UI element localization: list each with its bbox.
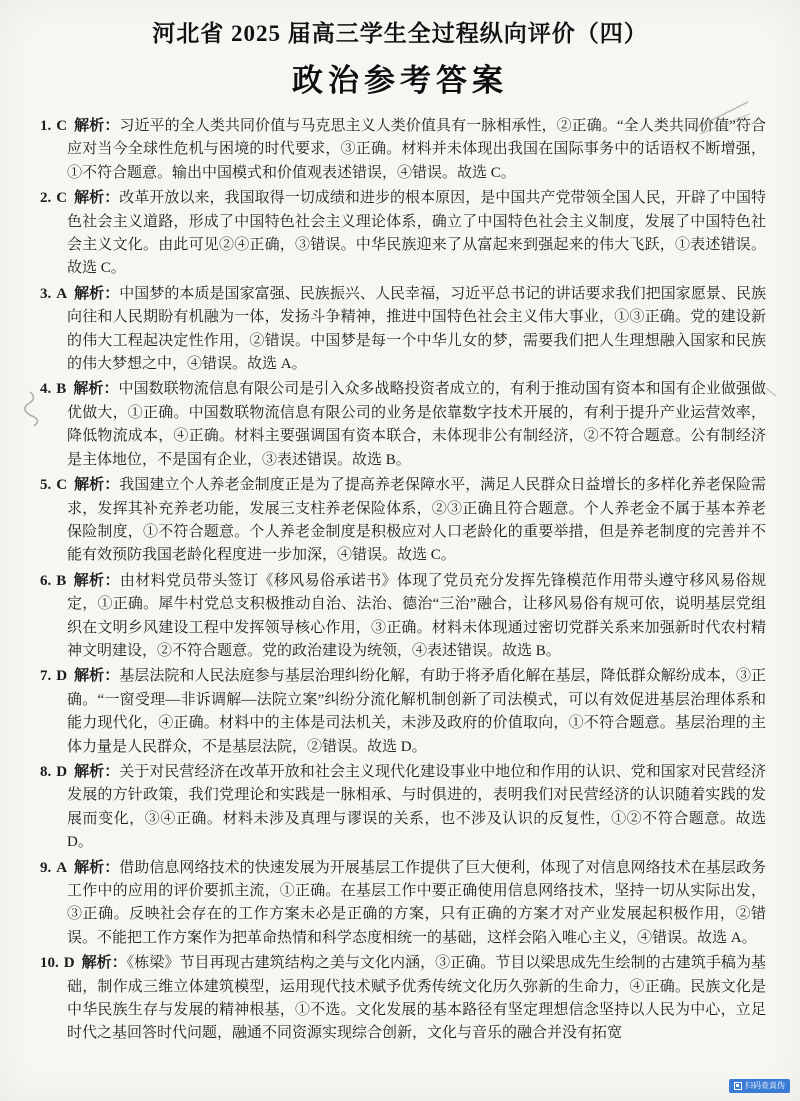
answer-item-4 <box>40 378 766 472</box>
analysis-label: 解析： <box>74 859 120 876</box>
analysis-text: 我国建立个人养老金制度正是为了提高养老保障水平，满足人民群众日益增长的多样化养老保险需求，发挥其补充养老功能，发展三支柱养老保险体系，②③正确且符合题意。个人养老金不属于基本养老保险制度，①不符合题意。个人养老金制度是积极应对人口老龄化的重要举措，但是养老制度的完善并不能有效预防我国老龄化程度进一步加深，④错误。故选 C。 <box>67 477 766 564</box>
analysis-label: 解析： <box>74 118 120 134</box>
answer-letter: B <box>56 381 67 398</box>
analysis-text: 习近平的全人类共同价值与马克思主义人类价值具有一脉相承性，②正确。“全人类共同价值”符合应对当今全球性危机与困境的时代要求，③正确。材料并未体现出我国在国际事务中的话语权不断增强，①不符合题意。输出中国模式和价值观表述错误，④错误。故选 C。 <box>67 118 766 181</box>
answer-item-10 <box>40 952 766 1046</box>
answer-letter: C <box>56 190 68 207</box>
analysis-label: 解析： <box>74 668 120 685</box>
answer-letter: B <box>56 572 67 589</box>
item-number: 1. <box>40 118 52 134</box>
analysis-label: 解析： <box>74 190 120 207</box>
answer-letter: A <box>56 285 68 302</box>
answer-letter: D <box>56 763 68 780</box>
analysis-label: 解析： <box>74 477 120 494</box>
stamp-text: 扫码查真伪 <box>745 1081 785 1090</box>
answer-letter: C <box>56 118 68 134</box>
answer-letter: D <box>63 955 75 972</box>
answer-item-1 <box>40 115 766 185</box>
item-number: 8. <box>40 763 52 780</box>
item-number: 9. <box>40 859 52 876</box>
pen-mark <box>766 388 776 396</box>
item-number: 6. <box>40 572 52 589</box>
analysis-text: 中国数联物流信息有限公司是引入众多战略投资者成立的，有利于推动国有资本和国有企业做强做优做大，①正确。中国数联物流信息有限公司的业务是依靠数字技术开展的，有利于提升产业运营效率，降低物流成本，④正确。材料主要强调国有资本联合，未体现非公有制经济，②不符合题意。公有制经济是主体地位，不是国有企业，③表述错误。故选 B。 <box>67 381 766 468</box>
answer-item-8 <box>40 761 766 855</box>
answer-list <box>40 115 766 1046</box>
analysis-label: 解析： <box>74 285 120 302</box>
item-number: 10. <box>40 955 59 972</box>
answer-letter: A <box>56 859 68 876</box>
item-number: 2. <box>40 190 52 207</box>
pen-mark <box>25 392 38 426</box>
analysis-label: 解析： <box>81 955 127 972</box>
stamp-badge <box>729 1079 790 1093</box>
analysis-text: 中国梦的本质是国家富强、民族振兴、人民幸福，习近平总书记的讲话要求我们把国家愿景、民族向往和人民期盼有机融为一体，发扬斗争精神，推进中国特色社会主义伟大事业，①③正确。党的建设新的伟大工程起决定性作用，②错误。中国梦是每一个中华儿女的梦，需要我们把人生理想融入国家和民族的伟大梦想之中，④错误。故选 A。 <box>67 285 766 373</box>
answer-letter: D <box>56 668 68 685</box>
answer-item-6 <box>40 570 766 664</box>
analysis-text: 基层法院和人民法庭参与基层治理纠纷化解，有助于将矛盾化解在基层，降低群众解纷成本，③正确。“一窗受理—非诉调解—法院立案”纠纷分流化解机制创新了司法模式，可以有效促进基层治理体系和能力现代化，④正确。材料中的主体是司法机关，未涉及政府的价值取向，①不符合题意。基层治理的主体力量是人民群众，不是基层法院，②错误。故选 D。 <box>67 668 766 755</box>
item-number: 5. <box>40 477 52 494</box>
item-number: 4. <box>40 381 52 398</box>
analysis-label: 解析： <box>74 763 120 780</box>
answer-letter: C <box>56 477 68 494</box>
answer-item-9 <box>40 857 766 951</box>
answer-item-2 <box>40 187 766 281</box>
answer-item-3 <box>40 283 766 377</box>
analysis-label: 解析： <box>73 572 120 589</box>
document-title: 河北省 2025 届高三学生全过程纵向评价（四） <box>152 21 648 46</box>
analysis-text: 借助信息网络技术的快速发展为开展基层工作提供了巨大便利，体现了对信息网络技术在基层政务工作中的应用的评价要抓主流，①正确。在基层工作中要正确使用信息网络技术，坚持一切从实际出发，③正确。反映社会存在的工作方案未必是正确的方案，只有正确的方案才对产业发展起积极作用，②错误。不能把工作方案作为把革命热情和科学态度相统一的基础，这样会陷入唯心主义，④错误。故选 A。 <box>67 859 766 946</box>
analysis-text: 由材料党员带头签订《移风易俗承诺书》体现了党员充分发挥先锋模范作用带头遵守移风易俗规定，①正确。犀牛村党总支积极推动自治、法治、德治“三治”融合，让移风易俗有规可依，说明基层党组织在文明乡风建设工程中发挥领导核心作用，③正确。材料未体现通过密切党群关系来加强新时代农村精神文明建设，②不符合题意。党的政治建设为统领，④表述错误。故选 B。 <box>67 572 766 659</box>
qr-icon <box>734 1082 742 1090</box>
analysis-text: 《栋梁》节目再现古建筑结构之美与文化内涵，③正确。节目以梁思成先生绘制的古建筑手稿为基础，制作成三维立体建筑模型，运用现代技术赋予优秀传统文化历久弥新的生命力，④正确。民族文化是中华民族生存与发展的精神根基，①不选。文化发展的基本路径有坚定理想信念坚持以人民为中心，立足时代之基回答时代问题，融通不同资源实现综合创新，文化与音乐的融合并没有拓宽 <box>67 955 766 1042</box>
analysis-label: 解析： <box>73 381 119 398</box>
answer-item-7 <box>40 665 766 759</box>
item-number: 3. <box>40 285 52 302</box>
document-subtitle: 政治参考答案 <box>292 63 508 98</box>
analysis-text: 改革开放以来，我国取得一切成绩和进步的根本原因，是中国共产党带领全国人民，开辟了中国特色社会主义道路，形成了中国特色社会主义理论体系，确立了中国特色社会主义制度，发展了中国特色社会主义文化。由此可见②④正确，③错误。中华民族迎来了从富起来到强起来的伟大飞跃，①表述错误。故选 C。 <box>67 190 766 277</box>
analysis-text: 关于对民营经济在改革开放和社会主义现代化建设事业中地位和作用的认识、党和国家对民营经济发展的方针政策，我们党理论和实践是一脉相承、与时俱进的，表明我们对民营经济的认识随着实践的发展而变化，③④正确。材料未涉及真理与谬误的关系，也不涉及认识的反复性，①②不符合题意。故选 D。 <box>67 763 766 851</box>
answer-item-5 <box>40 474 766 568</box>
item-number: 7. <box>40 668 52 685</box>
